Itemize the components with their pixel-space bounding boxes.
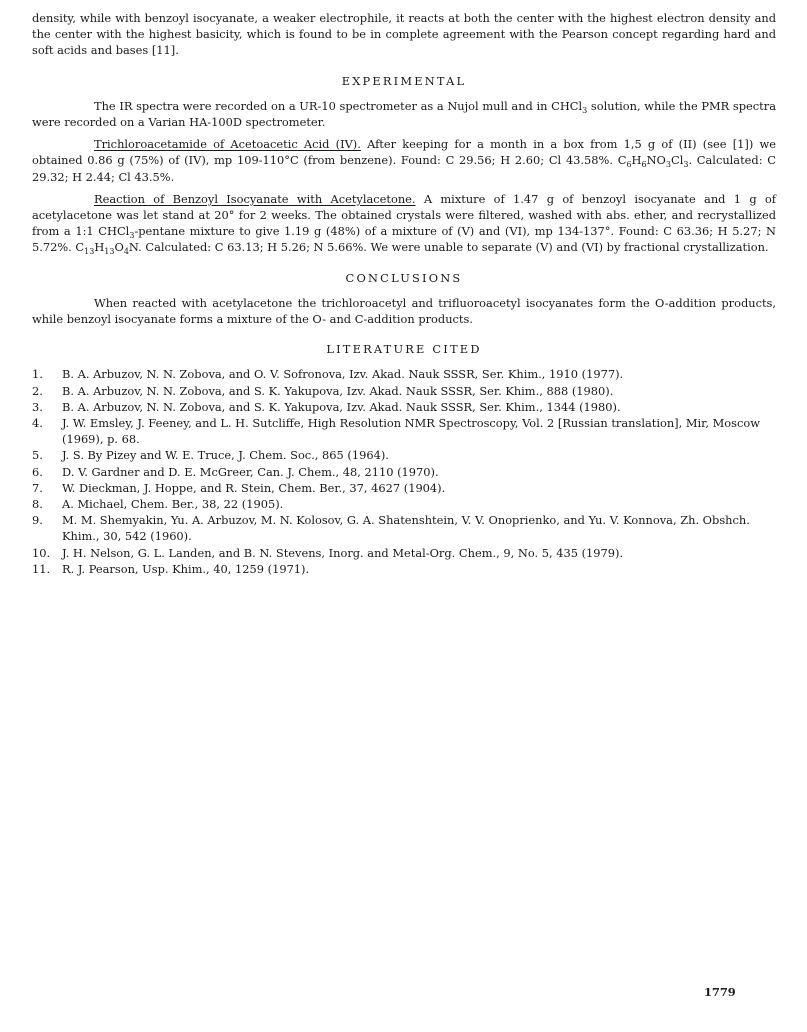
paper-page — [32, 10, 776, 577]
reference-item — [32, 545, 776, 561]
reference-number: 5. — [32, 448, 43, 463]
section-title-benzoyl-reaction: Reaction of Benzoyl Isocyanate with Acetylacetone. — [94, 191, 416, 206]
reference-number: 4. — [32, 416, 43, 431]
reference-text: W. Dieckman, J. Hoppe, and R. Stein, Chem. Ber., 37, 4627 (1904). — [62, 480, 446, 495]
reference-number: 8. — [32, 497, 43, 512]
reference-text: R. J. Pearson, Usp. Khim., 40, 1259 (1971). — [62, 561, 310, 576]
reference-number: 11. — [32, 561, 51, 576]
reference-item — [32, 561, 776, 577]
reference-text: D. V. Gardner and D. E. McGreer, Can. J. Chem., 48, 2110 (1970). — [62, 464, 439, 479]
reference-item — [32, 464, 776, 480]
ir-paragraph: The IR spectra were recorded on a UR-10 spectrometer as a Nujol mull and in CHCl$_3$ solution, while the PMR spectra were recorded on a Varian HA-100D spectrometer. — [32, 98, 776, 130]
reference-text: J. H. Nelson, G. L. Landen, and B. N. Stevens, Inorg. and Metal-Org. Chem., 9, No. 5, 435 (1979). — [62, 545, 624, 560]
reference-list — [32, 366, 776, 577]
reference-number: 6. — [32, 464, 43, 479]
reference-item — [32, 480, 776, 496]
reference-number: 7. — [32, 480, 43, 495]
reference-text: J. S. By Pizey and W. E. Truce, J. Chem. Soc., 865 (1964). — [62, 448, 389, 463]
reference-text: B. A. Arbuzov, N. N. Zobova, and S. K. Yakupova, Izv. Akad. Nauk SSSR, Ser. Khim., 888 (1980). — [62, 383, 614, 398]
conclusions-paragraph: When reacted with acetylacetone the trichloroacetyl and trifluoroacetyl isocyanates form the O-addition products, while benzoyl isocyanate forms a mixture of the O- and C-addition products. — [32, 295, 776, 327]
intro-paragraph: density, while with benzoyl isocyanate, a weaker electrophile, it reacts at both the center with the highest electron density and the center with the highest basicity, which is found to be in complete agreement with the Pearson concept regarding hard and soft acids and bases [11]. — [32, 11, 776, 58]
experimental-heading: EXPERIMENTAL — [341, 73, 467, 88]
conclusions-heading: CONCLUSIONS — [345, 270, 463, 285]
reference-item — [32, 366, 776, 382]
reference-number: 1. — [32, 367, 43, 382]
literature-heading: LITERATURE CITED — [326, 342, 482, 357]
benzoyl-reaction-paragraph: Reaction of Benzoyl Isocyanate with Acetylacetone. A mixture of 1.47 g of benzoyl isocyanate and 1 g of acetylacetone was let stand at 20° for 2 weeks. The obtained crystals were filtered, washed with abs. ether, and recrystallized from a 1:1 CHCl$_3$-pentane mixture to give 1.19 g (48%) of a mixture of (V) and (VI), mp 134-137°. Found: C 63.36; H 5.27; N 5.72%. $C_{13}H_{13}O_4N$. Calculated: C 63.13; H 5.26; N 5.66%. We were unable to separate (V) and (VI) by fractional crystallization. — [32, 191, 777, 257]
section-title-trichloroacetamide: Trichloroacetamide of Acetoacetic Acid (IV). — [94, 137, 361, 152]
page-number: 1779 — [704, 985, 736, 999]
reference-text: J. W. Emsley, J. Feeney, and L. H. Sutcliffe, High Resolution NMR Spectroscopy, Vol. 2 [Russian translation], Mir, Moscow (1969), p. 68. — [62, 416, 760, 447]
reference-item — [32, 415, 776, 447]
reference-text: A. Michael, Chem. Ber., 38, 22 (1905). — [62, 497, 284, 512]
reference-number: 10. — [32, 545, 51, 560]
reference-item — [32, 399, 776, 415]
reference-item — [32, 512, 776, 544]
reference-number: 2. — [32, 383, 43, 398]
reference-item — [32, 447, 776, 463]
reference-number: 9. — [32, 513, 43, 528]
reference-item — [32, 383, 776, 399]
reference-number: 3. — [32, 399, 43, 414]
reference-text: B. A. Arbuzov, N. N. Zobova, and S. K. Yakupova, Izv. Akad. Nauk SSSR, Ser. Khim., 1344 (1980). — [62, 399, 621, 414]
reference-text: M. M. Shemyakin, Yu. A. Arbuzov, M. N. Kolosov, G. A. Shatenshtein, V. V. Onoprienko, and Yu. V. Konnova, Zh. Obshch. Khim., 30, 542 (1960). — [62, 513, 750, 544]
trichloroacetamide-paragraph: Trichloroacetamide of Acetoacetic Acid (IV). After keeping for a month in a box from 1,5 g of (II) (see [1]) we obtained 0.86 g (75%) of (IV), mp 109-110°C (from benzene). Found: C 29.56; H 2.60; Cl 43.58%. $C_6H_6NO_3Cl_3$. Calculated: C 29.32; H 2.44; Cl 43.5%. — [32, 137, 776, 184]
reference-item — [32, 496, 776, 512]
reference-text: B. A. Arbuzov, N. N. Zobova, and O. V. Sofronova, Izv. Akad. Nauk SSSR, Ser. Khim., 1910 (1977). — [62, 367, 624, 382]
